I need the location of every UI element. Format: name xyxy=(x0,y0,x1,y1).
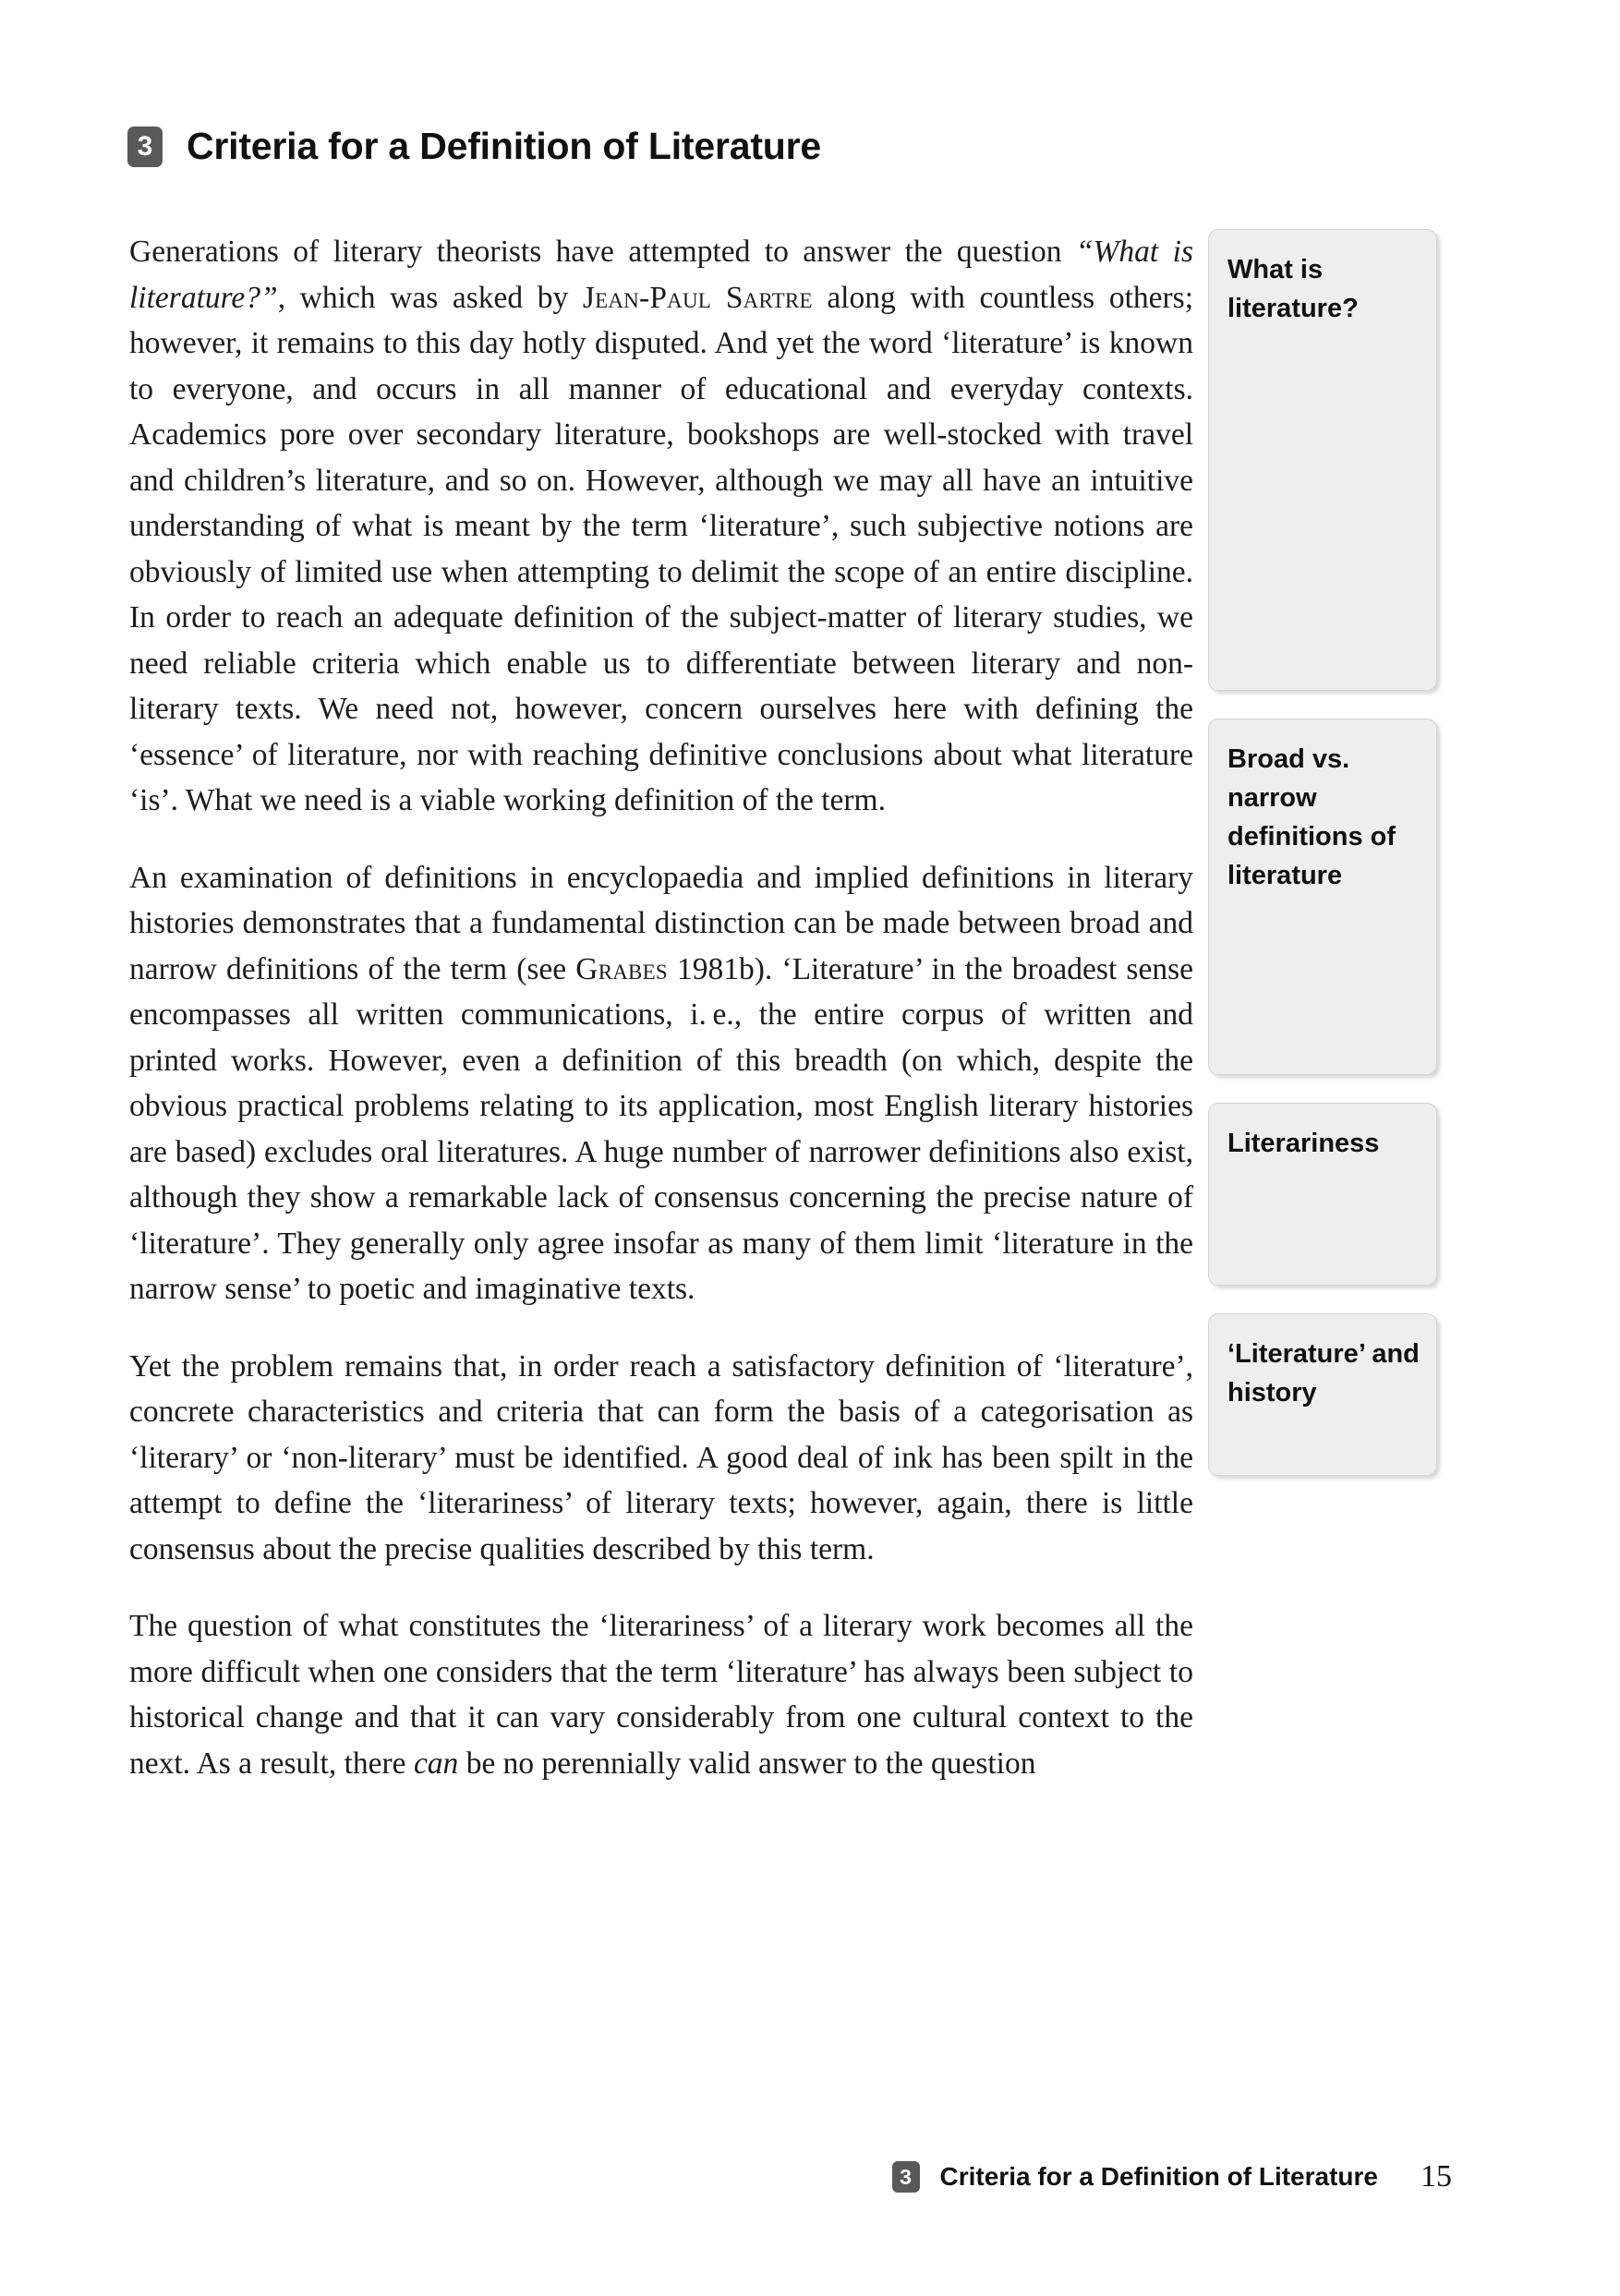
footer-chapter-number-badge: 3 xyxy=(892,2161,920,2193)
margin-notes-column xyxy=(1208,229,1437,1476)
emphasised-text: can xyxy=(413,1746,459,1781)
page-footer xyxy=(0,2159,1620,2194)
margin-note-literature-and-history xyxy=(1208,1313,1437,1476)
chapter-heading xyxy=(127,125,821,168)
margin-note-label: Broad vs. narrow definitions of literature xyxy=(1227,744,1396,890)
body-text-column xyxy=(129,229,1193,1786)
emphasised-text: “What is literature?” xyxy=(129,235,1193,315)
paragraph-4: The question of what constitutes the ‘literariness’ of a literary work becomes all the more difficult when one considers that the term ‘literature’ has always been subject to historical change and that it can vary considerably from one cultural context to the next. As a result, there can be no perennially valid answer to the question xyxy=(129,1609,1193,1781)
proper-name-smallcaps: Jean-Paul Sartre xyxy=(582,280,813,315)
paragraph-2: An examination of definitions in encyclopaedia and implied definitions in literary histories demonstrates that a fundamental distinction can be made between broad and narrow definitions of the term (see Grabes 1981b). ‘Literature’ in the broadest sense encompasses all written communications, i. e., the entire corpus of written and printed works. However, even a definition of this breadth (on which, despite the obvious practical problems relating to its application, most English literary histories are based) excludes oral literatures. A huge number of narrower definitions also exist, although they show a remarkable lack of consensus concerning the precise nature of ‘literature’. They generally only agree insofar as many of them limit ‘literature in the narrow sense’ to poetic and imaginative texts. xyxy=(129,860,1193,1306)
margin-note-literariness xyxy=(1208,1103,1437,1286)
chapter-number-badge: 3 xyxy=(127,127,163,167)
page-title: Criteria for a Definition of Literature xyxy=(187,125,821,167)
margin-note-label: ‘Literature’ and history xyxy=(1227,1339,1420,1408)
paragraph-1: Generations of literary theorists have attempted to answer the question “What is literature?”, which was asked by Jean-Paul Sartre along with countless others; however, it remains to this day hotly disputed. And yet the word ‘literature’ is known to everyone, and occurs in all manner of educational and everyday contexts. Academics pore over secondary literature, bookshops are well-stocked with travel and children’s literature, and so on. However, although we may all have an intuitive understanding of what is meant by the term ‘literature’, such subjective notions are obviously of limited use when attempting to delimit the scope of an entire discipline. In order to reach an adequate definition of the subject-matter of literary studies, we need reliable criteria which enable us to differentiate between literary and non-literary texts. We need not, however, concern ourselves here with defining the ‘essence’ of literature, nor with reaching definitive conclusions about what literature ‘is’. What we need is a viable working definition of the term. xyxy=(129,235,1193,817)
margin-note-what-is-literature xyxy=(1208,229,1437,691)
page-number: 15 xyxy=(1421,2159,1452,2193)
margin-note-label: What is literature? xyxy=(1227,255,1359,323)
paragraph-3: Yet the problem remains that, in order reach a satisfactory definition of ‘literature’, concrete characteristics and criteria that can form the basis of a categorisation as ‘literary’ or ‘non-literary’ must be identified. A good deal of ink has been spilt in the attempt to define the ‘literariness’ of literary texts; however, again, there is little consensus about the precise qualities described by this term. xyxy=(129,1348,1193,1566)
proper-name-smallcaps: Grabes xyxy=(575,951,668,986)
footer-chapter-title: Criteria for a Definition of Literature xyxy=(939,2162,1378,2191)
margin-note-broad-vs-narrow xyxy=(1208,719,1437,1075)
margin-note-label: Literariness xyxy=(1227,1129,1380,1158)
